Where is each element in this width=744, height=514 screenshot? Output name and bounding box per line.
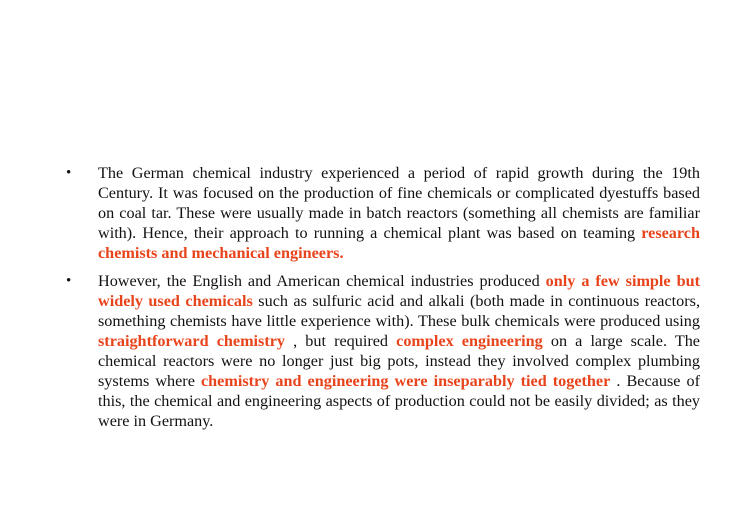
- text-segment: on a large scale. The chemical reactors were no longer just big pots, instead they involved complex plumbing systems where: [98, 332, 700, 390]
- highlighted-text-segment: only a few simple but widely used chemicals: [98, 272, 700, 310]
- text-segment: However, the English and American chemical industries produced: [98, 272, 546, 290]
- text-segment: . Because of this, the chemical and engineering aspects of production could not be easily divided; as they were in Germany.: [98, 372, 700, 430]
- highlighted-text-segment: straightforward chemistry: [98, 332, 286, 350]
- highlighted-text-segment: chemistry and engineering were inseparably tied together: [200, 372, 611, 390]
- bullet-dot: •: [66, 165, 72, 181]
- text-segment: The German chemical industry experienced a period of rapid growth during the 19th Century. It was focused on the production of fine chemicals or complicated dyestuffs based on coal tar. These were usually made in batch reactors (something all chemists are familiar with). Hence, their approach to running a chemical plant was based on teaming: [98, 164, 700, 242]
- text-segment: , but required: [285, 332, 397, 350]
- highlighted-text-segment: research chemists and mechanical engineers.: [98, 224, 700, 262]
- highlighted-text-segment: complex engineering: [396, 332, 543, 350]
- bullet-dot: •: [66, 273, 72, 289]
- text-segment: such as sulfuric acid and alkali (both made in continuous reactors, something chemists have little experience with). These bulk chemicals were produced using: [98, 292, 700, 330]
- bullet-item-german-industry: [66, 163, 700, 263]
- bullet-list: [66, 163, 700, 439]
- bullet-item-english-american-industry: [66, 271, 700, 431]
